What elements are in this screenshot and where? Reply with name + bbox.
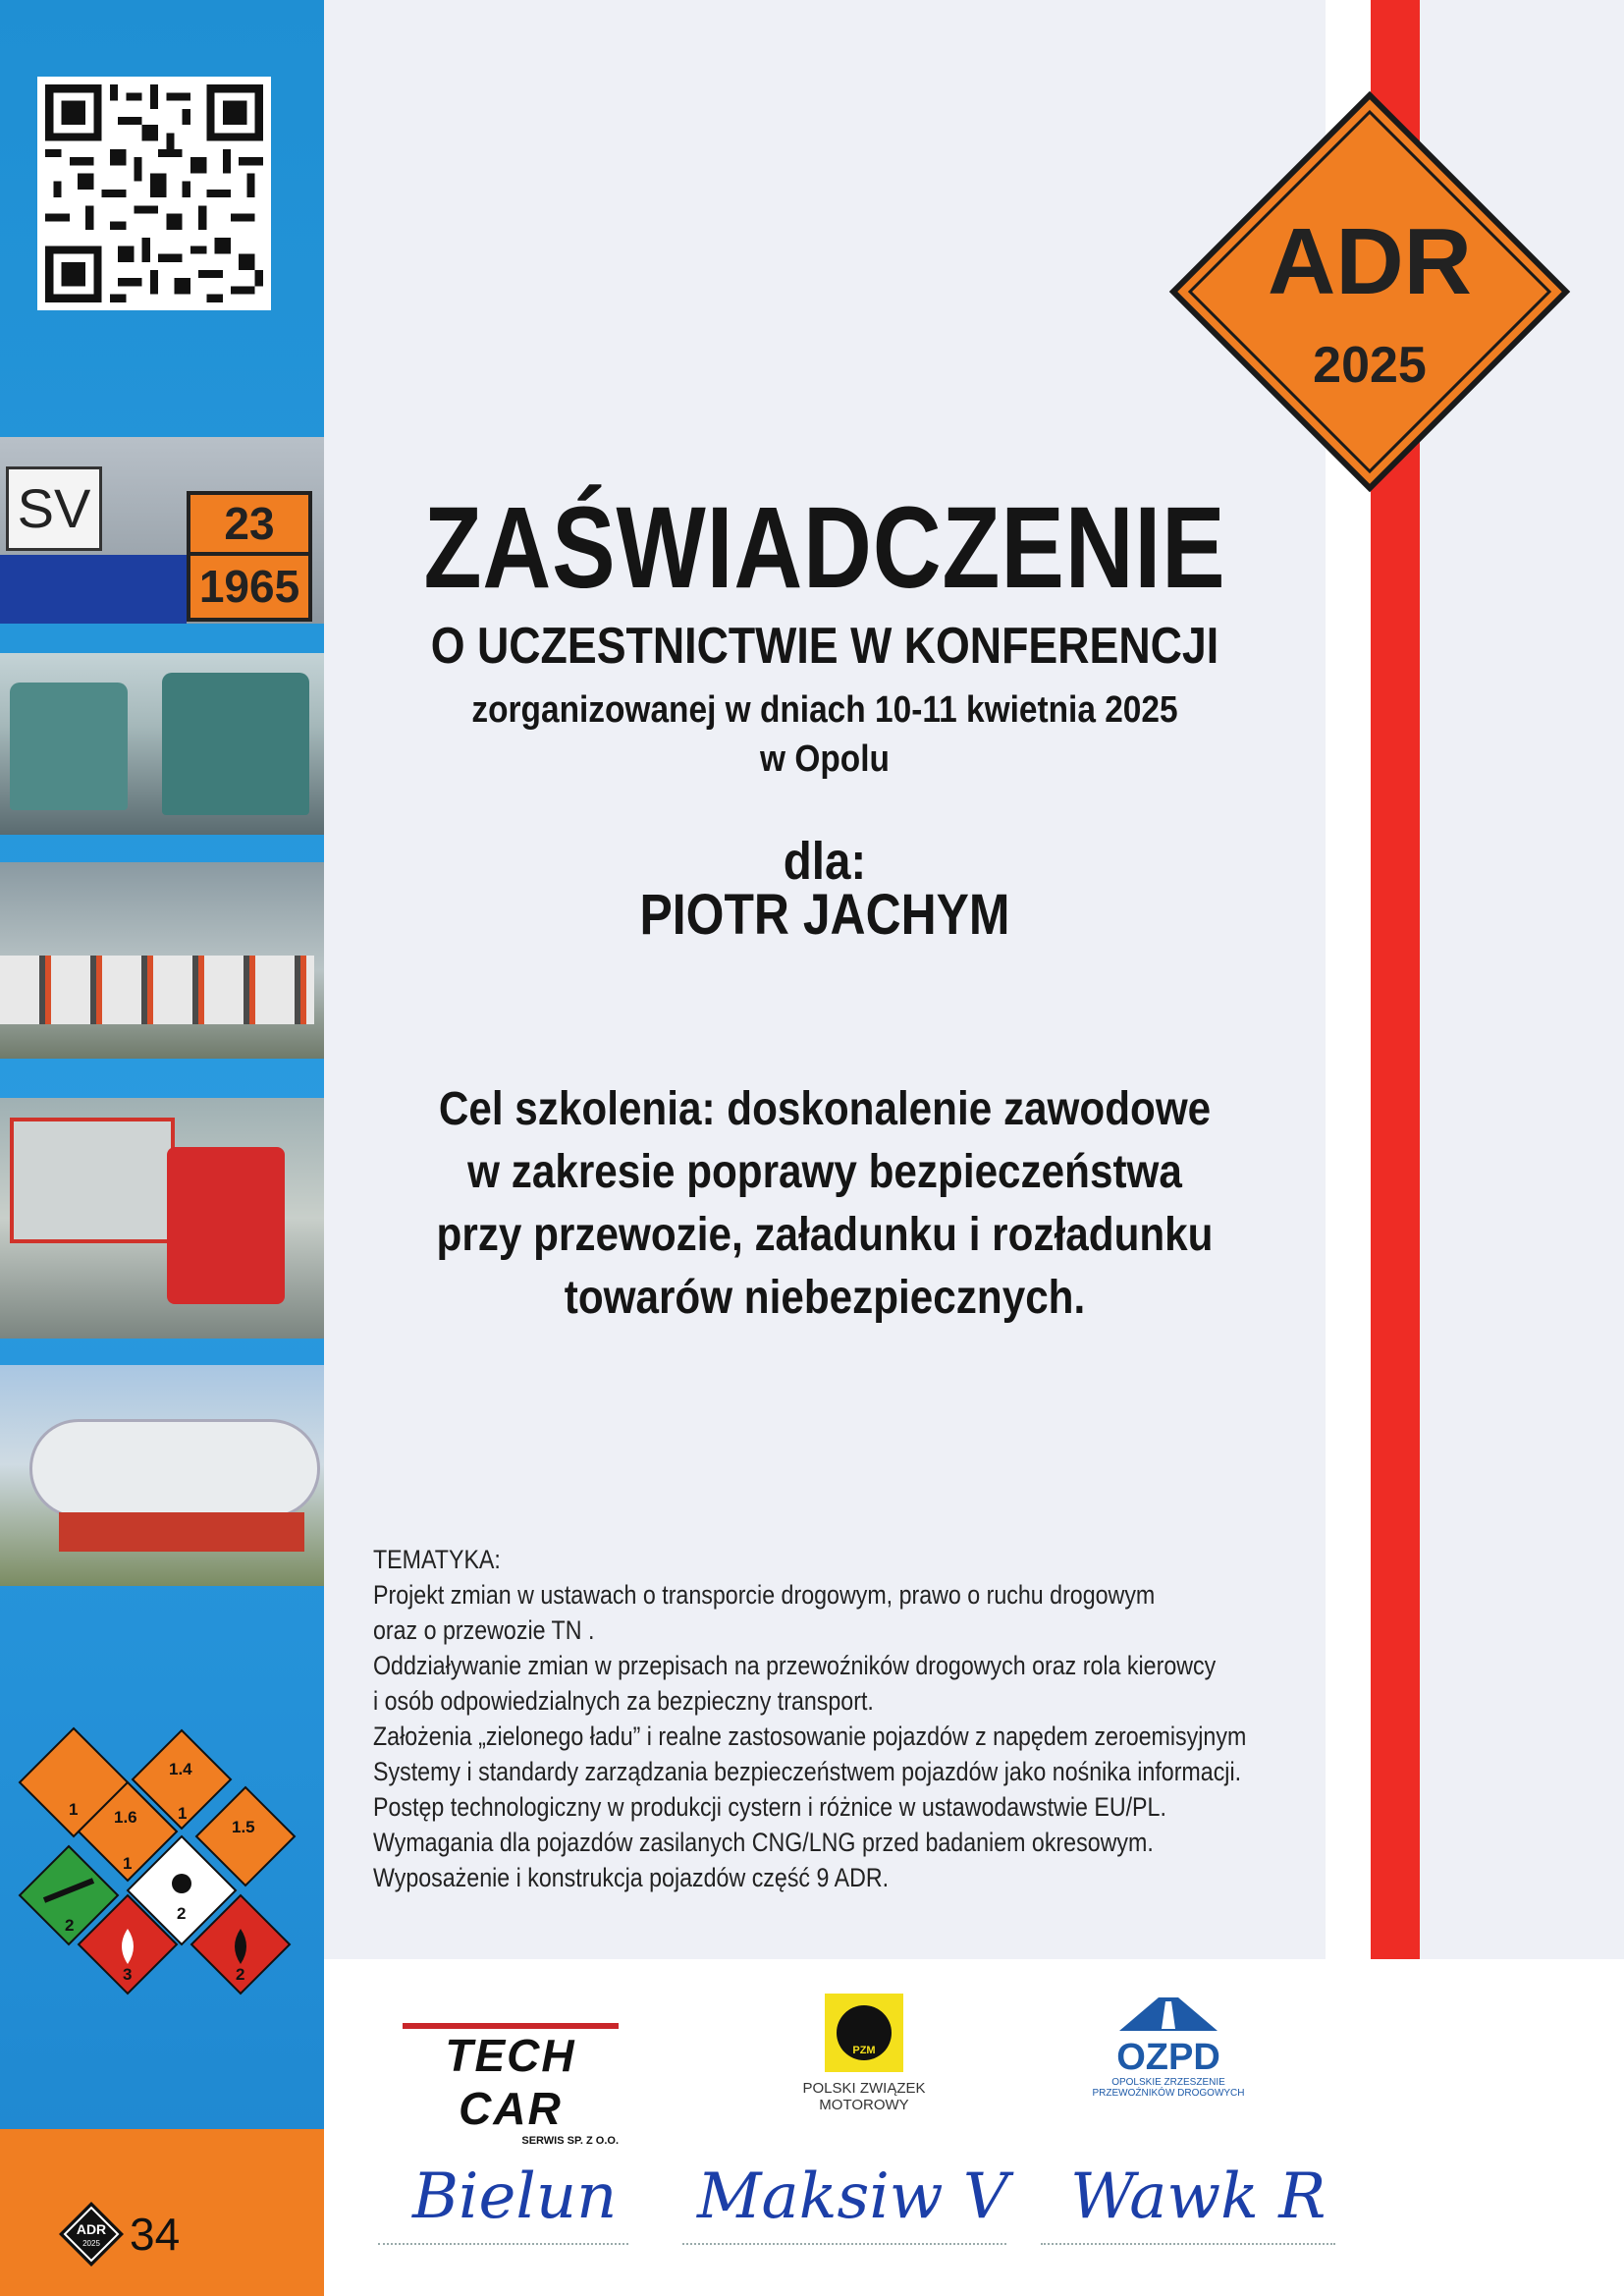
techcar-name: TECH CAR <box>403 2023 619 2135</box>
hazard-label: 1.6 <box>114 1808 137 1827</box>
pzm-badge-text: PZM <box>852 2045 876 2056</box>
un-plate <box>187 491 312 622</box>
ozpd-name: OZPD <box>1116 2037 1220 2078</box>
truck-row <box>0 956 314 1024</box>
photo-red-tanker <box>0 1098 324 1339</box>
pzm-logo <box>756 1994 972 2113</box>
photo-truck-row <box>0 862 324 1059</box>
signature-line <box>1041 2243 1335 2245</box>
topic-line: i osób odpowiedzialnych za bezpieczny transport. <box>373 1686 874 1716</box>
sv-sign: SV <box>6 466 102 551</box>
hazard-label: 1 <box>69 1800 79 1819</box>
hazard-label: 2 <box>65 1916 75 1935</box>
blue-truck-body <box>0 555 187 624</box>
purpose-line: Cel szkolenia: doskonalenie zawodowe <box>438 1083 1212 1135</box>
gas-tank <box>29 1419 320 1518</box>
signature-2: Maksiw V <box>697 2160 1009 2233</box>
topic-line: Wyposażenie i konstrukcja pojazdów część 9 ADR. <box>373 1863 890 1892</box>
event-date: zorganizowanej w dniach 10-11 kwietnia 2025 <box>471 689 1178 731</box>
signature-1: Bielun <box>412 2160 618 2233</box>
tank-chassis <box>59 1512 304 1552</box>
photo-gas-tanker <box>0 1365 324 1586</box>
hazard-label: 1 <box>178 1804 188 1823</box>
for-label: dla: <box>783 832 867 891</box>
adr-badge <box>1168 90 1571 493</box>
red-cab <box>167 1147 285 1304</box>
photo-placards <box>0 437 324 624</box>
page-number: 34 <box>130 2209 181 2260</box>
ozpd-line1: OPOLSKIE ZRZESZENIE <box>1111 2077 1225 2088</box>
pzm-line1: POLSKI ZWIĄZEK <box>802 2080 926 2097</box>
topics-header: TEMATYKA: <box>373 1545 501 1574</box>
road-icon <box>1114 1994 1222 2033</box>
topic-line: Projekt zmian w ustawach o transporcie drogowym, prawo o ruchu drogowym <box>373 1580 1156 1610</box>
tank-container <box>10 1118 175 1243</box>
signature-3: Wawk R <box>1070 2160 1326 2233</box>
topic-line: Założenia „zielonego ładu” i realne zastosowanie pojazdów z napędem zeroemisyjnym <box>373 1722 1247 1751</box>
adr-badge-title: ADR <box>1268 209 1472 314</box>
hazard-label: 1 <box>123 1854 133 1873</box>
topics-list <box>373 1542 1247 1895</box>
topic-line: Systemy i standardy zarządzania bezpieczeństwem pojazdów jako nośnika informacji. <box>373 1757 1242 1786</box>
signature-line <box>682 2243 1006 2245</box>
techcar-subtitle: SERWIS SP. Z O.O. <box>521 2135 619 2147</box>
hazard-diamonds <box>0 1709 324 2003</box>
purpose-line: towarów niebezpiecznych. <box>564 1272 1086 1324</box>
training-purpose <box>384 1078 1266 1330</box>
skull-icon <box>172 1874 191 1893</box>
ozpd-line2: PRZEWOŹNIKÓW DROGOWYCH <box>1092 2088 1245 2099</box>
hazard-label: 1.5 <box>232 1818 255 1836</box>
certificate-subtitle: O UCZESTNICTWIE W KONFERENCJI <box>430 618 1219 675</box>
certificate-title: ZAŚWIADCZENIE <box>423 483 1226 613</box>
ozpd-logo <box>1070 1994 1267 2099</box>
footer-adr-year: 2025 <box>82 2239 100 2248</box>
techcar-logo <box>403 2023 619 2147</box>
hazard-label: 2 <box>236 1965 245 1984</box>
qr-code <box>37 77 271 310</box>
photo-trucks-front <box>0 653 324 835</box>
topic-line: Oddziaływanie zmian w przepisach na przewoźników drogowych oraz rola kierowcy <box>373 1651 1217 1680</box>
pzm-badge <box>825 1994 903 2072</box>
footer-adr-badge <box>57 2200 126 2269</box>
truck-cab-2 <box>162 673 309 815</box>
recipient-name: PIOTR JACHYM <box>639 883 1010 947</box>
event-place: w Opolu <box>760 738 890 780</box>
pzm-line2: MOTOROWY <box>819 2097 909 2113</box>
topic-line: Wymagania dla pojazdów zasilanych CNG/LNG przed badaniem okresowym. <box>373 1828 1154 1857</box>
topic-line: Postęp technologiczny w produkcji cystern i różnice w ustawodawstwie EU/PL. <box>373 1792 1166 1822</box>
truck-cab-1 <box>10 683 128 810</box>
footer-adr-text: ADR <box>76 2221 107 2237</box>
plate-bottom-number: 1965 <box>198 561 300 612</box>
hazard-label: 3 <box>123 1965 133 1984</box>
topic-line: oraz o przewozie TN . <box>373 1615 595 1645</box>
purpose-line: przy przewozie, załadunku i rozładunku <box>436 1209 1214 1261</box>
plate-top-number: 23 <box>190 495 308 556</box>
purpose-line: w zakresie poprawy bezpieczeństwa <box>467 1146 1182 1198</box>
signature-line <box>378 2243 628 2245</box>
adr-badge-year: 2025 <box>1313 337 1427 394</box>
hazard-label: 2 <box>177 1904 187 1923</box>
hazard-label: 1.4 <box>169 1760 192 1778</box>
